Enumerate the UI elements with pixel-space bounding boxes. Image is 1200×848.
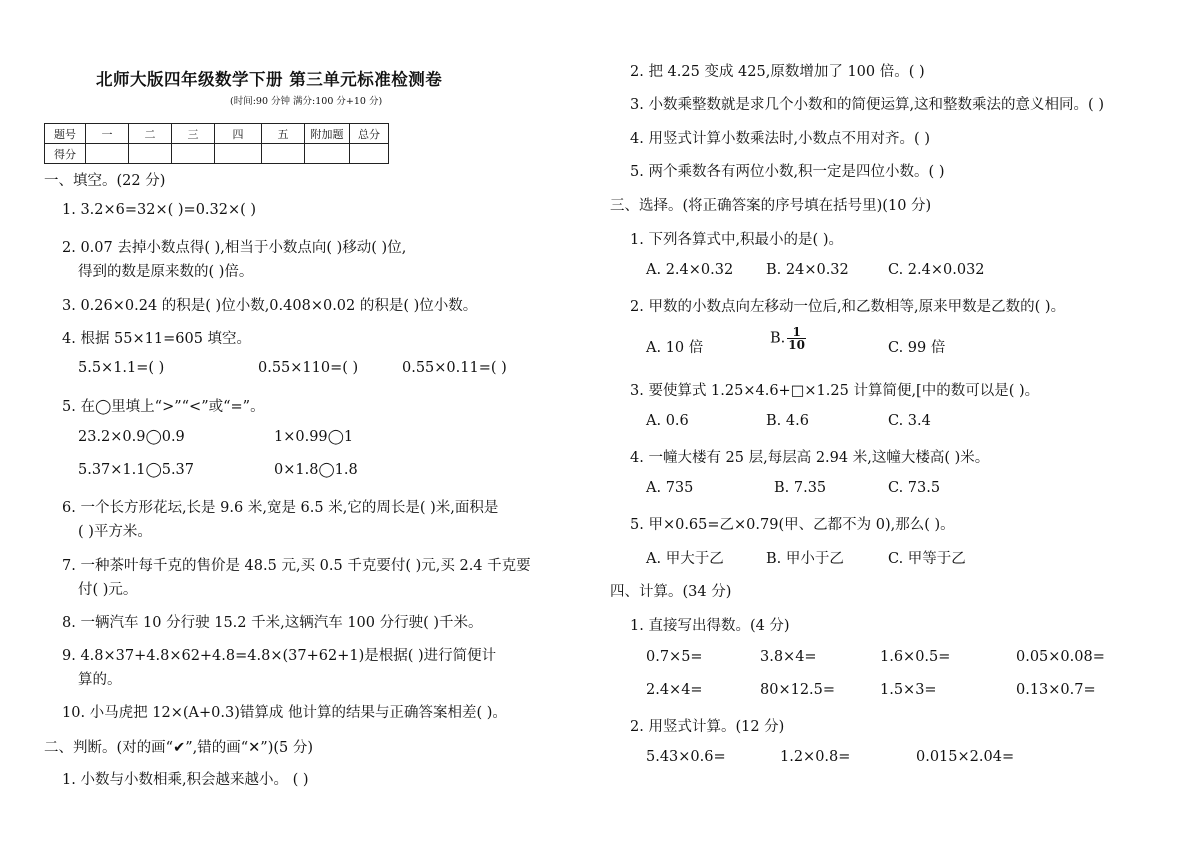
score-cell[interactable]	[262, 144, 305, 164]
page-title: 北师大版四年级数学下册 第三单元标准检测卷	[96, 70, 443, 89]
calc-item: 0.7×5=	[646, 649, 703, 665]
fill-q5-d: 0×1.8◯1.8	[274, 462, 358, 478]
score-row-label: 得分	[45, 144, 86, 164]
judge-q3: 3. 小数乘整数就是求几个小数和的简便运算,这和整数乘法的意义相同。( )	[630, 97, 1104, 113]
calc-item: 2.4×4=	[646, 682, 703, 698]
choice-q1-a: A. 2.4×0.32	[646, 262, 734, 278]
fraction-numerator: 1	[787, 326, 806, 339]
section1-heading: 一、填空。(22 分)	[44, 173, 166, 189]
calc-vertical-item: 1.2×0.8=	[780, 749, 851, 765]
right-column	[610, 0, 1180, 848]
fill-q9-line1: 9. 4.8×37+4.8×62+4.8=4.8×(37+62+1)是根据( )进行简便计	[62, 648, 497, 664]
choice-q3: 3. 要使算式 1.25×4.6+□×1.25 计算简便,[中的数可以是( )。	[630, 383, 1040, 399]
calc-item: 3.8×4=	[760, 649, 817, 665]
fill-q10: 10. 小马虎把 12×(A+0.3)错算成 他计算的结果与正确答案相差( )。	[62, 705, 507, 721]
fill-q4-b: 0.55×110=( )	[258, 360, 359, 376]
score-header-cell: 四	[215, 124, 262, 144]
choice-q1-c: C. 2.4×0.032	[888, 262, 985, 278]
choice-q2-a: A. 10 倍	[646, 340, 704, 356]
fraction-denominator: 10	[788, 338, 805, 352]
calc-item: 1.5×3=	[880, 682, 937, 698]
fill-q6-line1: 6. 一个长方形花坛,长是 9.6 米,宽是 6.5 米,它的周长是( )米,面积是	[62, 500, 499, 516]
choice-q2-c: C. 99 倍	[888, 340, 946, 356]
choice-q5-c: C. 甲等于乙	[888, 551, 966, 567]
judge-q2: 2. 把 4.25 变成 425,原数增加了 100 倍。( )	[630, 64, 925, 80]
choice-q5-b: B. 甲小于乙	[766, 551, 844, 567]
calc-part2: 2. 用竖式计算。(12 分)	[630, 719, 785, 735]
fill-q5-a: 23.2×0.9◯0.9	[78, 429, 185, 445]
fill-q4-c: 0.55×0.11=( )	[402, 360, 507, 376]
score-cell[interactable]	[172, 144, 215, 164]
fill-q5-b: 1×0.99◯1	[274, 429, 354, 445]
judge-q4: 4. 用竖式计算小数乘法时,小数点不用对齐。( )	[630, 131, 930, 147]
choice-q4-b: B. 7.35	[774, 480, 827, 496]
choice-q2-b	[770, 326, 806, 351]
score-cell[interactable]	[215, 144, 262, 164]
section2-heading: 二、判断。(对的画“✔”,错的画“✕”)(5 分)	[44, 740, 314, 756]
fill-q7-line1: 7. 一种茶叶每千克的售价是 48.5 元,买 0.5 千克要付( )元,买 2.4 千克要	[62, 558, 531, 574]
choice-q2-b-label: B.	[770, 330, 786, 347]
fill-q1: 1. 3.2×6=32×( )=0.32×( )	[62, 202, 257, 218]
fill-q8: 8. 一辆汽车 10 分行驶 15.2 千米,这辆汽车 100 分行驶( )千米。	[62, 615, 483, 631]
score-header-cell: 总分	[350, 124, 389, 144]
calc-vertical-item: 0.015×2.04=	[916, 749, 1015, 765]
left-column	[44, 0, 604, 848]
judge-q5: 5. 两个乘数各有两位小数,积一定是四位小数。( )	[630, 164, 945, 180]
section3-heading: 三、选择。(将正确答案的序号填在括号里)(10 分)	[610, 198, 932, 214]
choice-q3-c: C. 3.4	[888, 413, 931, 429]
score-header-cell: 五	[262, 124, 305, 144]
score-header-cell: 二	[129, 124, 172, 144]
choice-q5-a: A. 甲大于乙	[646, 551, 724, 567]
choice-q4-a: A. 735	[646, 480, 694, 496]
score-header-cell: 题号	[45, 124, 86, 144]
fill-q5: 5. 在◯里填上“>”“<”或“=”。	[62, 399, 265, 415]
score-cell[interactable]	[305, 144, 350, 164]
choice-q1-b: B. 24×0.32	[766, 262, 849, 278]
fill-q7-line2: 付( )元。	[78, 582, 138, 598]
fill-q2-line1: 2. 0.07 去掉小数点得( ),相当于小数点向( )移动( )位,	[62, 240, 407, 256]
choice-q4-c: C. 73.5	[888, 480, 941, 496]
fill-q5-c: 5.37×1.1◯5.37	[78, 462, 195, 478]
fill-q6-line2: ( )平方米。	[78, 524, 152, 540]
calc-part1: 1. 直接写出得数。(4 分)	[630, 618, 790, 634]
calc-item: 1.6×0.5=	[880, 649, 951, 665]
score-cell[interactable]	[86, 144, 129, 164]
calc-item: 80×12.5=	[760, 682, 836, 698]
score-cell[interactable]	[350, 144, 389, 164]
choice-q3-a: A. 0.6	[646, 413, 689, 429]
score-table	[44, 123, 389, 164]
score-table-header-row	[45, 124, 389, 144]
choice-q3-b: B. 4.6	[766, 413, 809, 429]
fill-q9-line2: 算的。	[78, 672, 122, 688]
choice-q2: 2. 甲数的小数点向左移动一位后,和乙数相等,原来甲数是乙数的( )。	[630, 299, 1066, 315]
score-cell[interactable]	[129, 144, 172, 164]
calc-item: 0.05×0.08=	[1016, 649, 1105, 665]
fill-q3: 3. 0.26×0.24 的积是( )位小数,0.408×0.02 的积是( )位小数。	[62, 298, 478, 314]
score-header-cell: 附加题	[305, 124, 350, 144]
choice-q4: 4. 一幢大楼有 25 层,每层高 2.94 米,这幢大楼高( )米。	[630, 450, 990, 466]
judge-q1: 1. 小数与小数相乘,积会越来越小。 ( )	[62, 772, 309, 788]
choice-q5: 5. 甲×0.65=乙×0.79(甲、乙都不为 0),那么( )。	[630, 517, 955, 533]
score-table-score-row	[45, 144, 389, 164]
section4-heading: 四、计算。(34 分)	[610, 584, 732, 600]
fill-q2-line2: 得到的数是原来数的( )倍。	[78, 264, 254, 280]
calc-vertical-item: 5.43×0.6=	[646, 749, 726, 765]
calc-item: 0.13×0.7=	[1016, 682, 1096, 698]
score-header-cell: 一	[86, 124, 129, 144]
choice-q1: 1. 下列各算式中,积最小的是( )。	[630, 232, 843, 248]
score-header-cell: 三	[172, 124, 215, 144]
fraction	[787, 326, 806, 351]
fill-q4: 4. 根据 55×11=605 填空。	[62, 331, 252, 347]
page-subtitle: (时间:90 分钟 满分:100 分+10 分)	[230, 96, 383, 107]
fill-q4-a: 5.5×1.1=( )	[78, 360, 165, 376]
